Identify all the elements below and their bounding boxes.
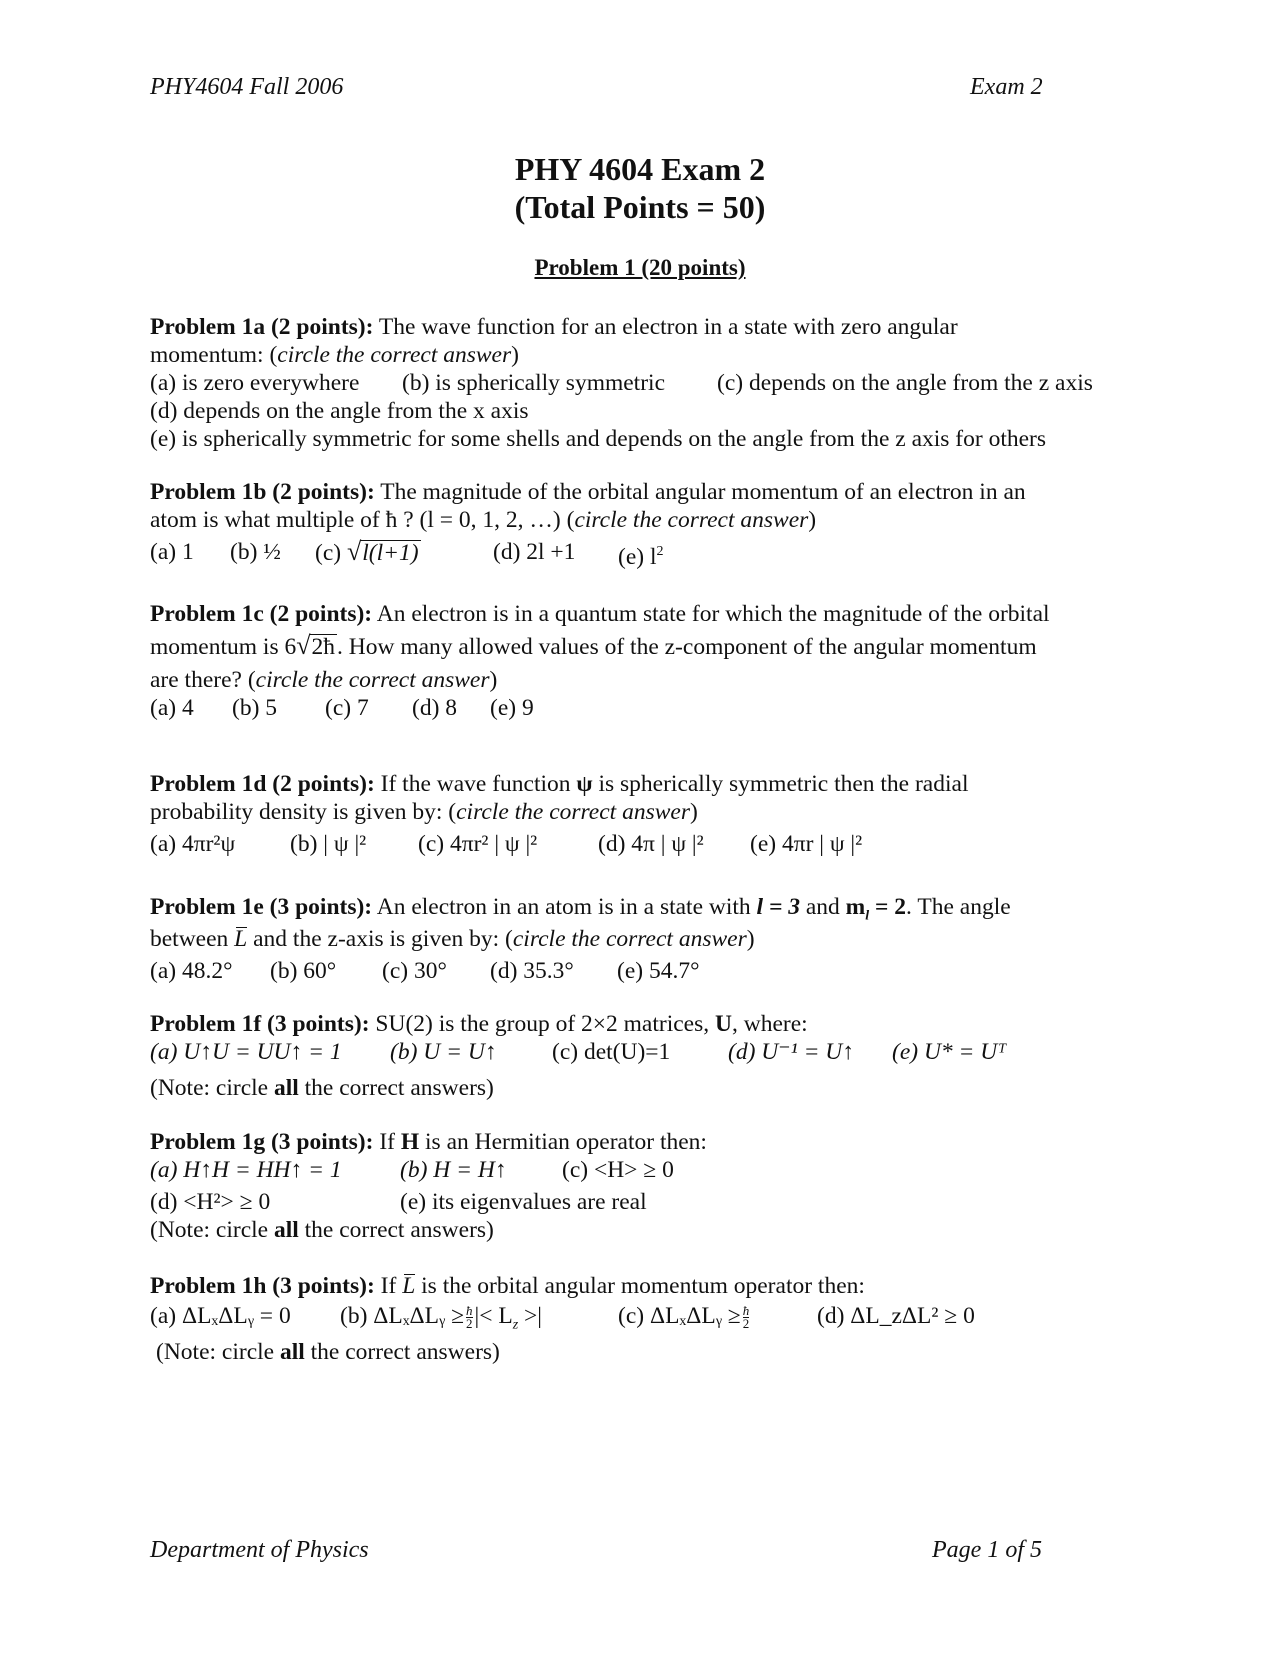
problem-text: SU(2) is the group of 2×2 matrices, (369, 1011, 716, 1037)
h-symbol: H (400, 1129, 420, 1155)
problem-label: Problem 1b (2 points): (150, 479, 375, 505)
option-d: (d) 8 (412, 695, 458, 721)
note-text: the correct answers) (298, 1217, 494, 1243)
frac-denominator: 2 (466, 1316, 473, 1332)
header-exam: Exam 2 (970, 74, 1043, 100)
option-b: (b) is spherically symmetric (402, 370, 665, 396)
problem-text: ) (489, 667, 498, 693)
problem-text: probability density is given by: ( (150, 799, 457, 825)
psi-symbol: ψ (576, 771, 593, 797)
l-value: l = 3 (756, 894, 800, 920)
u-symbol: U (715, 1011, 732, 1037)
problem-text: ) (808, 507, 817, 533)
option-a: (a) is zero everywhere (150, 370, 360, 396)
sqrt-expression: 2ħ (311, 634, 336, 660)
problem-1c (150, 600, 1140, 722)
option-e (618, 538, 664, 571)
option-a: (a) H↑H = HH↑ = 1 (150, 1157, 342, 1183)
option-e: (e) its eigenvalues are real (400, 1189, 647, 1215)
problem-text: . How many allowed values of the z-component of the angular momentum (337, 634, 1037, 660)
note-text: (Note: circle (150, 1217, 274, 1243)
problem-label: Problem 1g (3 points): (150, 1129, 374, 1155)
circle-instruction: circle the correct answer (456, 799, 690, 825)
problem-text: , where: (732, 1011, 808, 1037)
option-c: (c) 4πr² | ψ |² (418, 831, 538, 857)
problem-1e (150, 893, 1140, 985)
problem-label: Problem 1f (3 points): (150, 1011, 370, 1037)
m-value (845, 894, 907, 924)
option-c: (c) depends on the angle from the z axis (717, 370, 1093, 396)
option-c (315, 538, 421, 567)
option-b-expr: |< L (474, 1303, 513, 1329)
footer-page-number: Page 1 of 5 (932, 1537, 1042, 1563)
footer-department: Department of Physics (150, 1537, 369, 1563)
sqrt-expression: l(l+1) (362, 540, 419, 566)
note-emphasis: all (273, 1217, 299, 1243)
problem-text: atom is what multiple of ħ ? (l = 0, 1, 2, …) ( (150, 507, 575, 533)
circle-instruction: circle the correct answer (574, 507, 809, 533)
problem-label: Problem 1c (2 points): (150, 601, 373, 627)
problem-1a (150, 313, 1140, 453)
option-a: (a) 4πr²ψ (150, 831, 236, 857)
problem-text: ) (689, 799, 698, 825)
problem-text: If (373, 1129, 401, 1155)
problem-text: and (799, 894, 846, 920)
circle-instruction: circle the correct answer (512, 926, 747, 952)
option-b: (b) | ψ |² (290, 831, 367, 857)
option-c-label: (c) (315, 540, 342, 566)
option-d: (d) 4π | ψ |² (598, 831, 704, 857)
option-d: (d) 35.3° (490, 958, 574, 984)
subscript: z (512, 1317, 519, 1333)
option-a: (a) 1 (150, 539, 194, 565)
option-b: (b) 5 (232, 695, 278, 721)
option-e: (e) 9 (490, 695, 534, 721)
option-d: (d) U⁻¹ = U↑ (728, 1039, 855, 1065)
option-a: (a) U↑U = UU↑ = 1 (150, 1039, 342, 1065)
option-e-label: (e) l (618, 543, 657, 570)
problem-text: If (374, 1273, 403, 1299)
l-vector: L (234, 926, 248, 952)
problem-1h (150, 1272, 1140, 1366)
problem-label: Problem 1d (2 points): (150, 771, 375, 797)
sqrt-sign: √ (296, 631, 311, 660)
title-line-1: PHY 4604 Exam 2 (514, 151, 766, 187)
m-number: = 2 (869, 894, 907, 920)
note-text: (Note: circle (156, 1339, 280, 1365)
frac-numerator: ħ (742, 1303, 750, 1319)
problem-text: momentum: ( (150, 342, 278, 368)
problem-text: An electron is in a quantum state for which the magnitude of the orbital (372, 601, 1050, 627)
problem-1g (150, 1128, 1140, 1244)
problem-text: is an Hermitian operator then: (419, 1129, 707, 1155)
option-b: (b) H = H↑ (400, 1157, 507, 1183)
option-e: (e) is spherically symmetric for some shells and depends on the angle from the z axis for others (150, 426, 1047, 452)
circle-instruction: circle the correct answer (277, 342, 512, 368)
problem-label: Problem 1e (3 points): (150, 894, 373, 920)
frac-numerator: ħ (466, 1303, 473, 1319)
option-b-expr: >| (518, 1303, 543, 1329)
option-e: (e) U* = Uᵀ (892, 1039, 1007, 1065)
option-a: (a) 4 (150, 695, 194, 721)
title-line-2: (Total Points = 50) (514, 189, 766, 225)
note-text: the correct answers) (298, 1075, 494, 1101)
problem-text: ) (511, 342, 519, 368)
problem-1d (150, 770, 1140, 858)
section-heading: Problem 1 (20 points) (534, 255, 746, 280)
circle-instruction: circle the correct answer (255, 667, 490, 693)
problem-text: is the orbital angular momentum operator then: (415, 1273, 865, 1299)
problem-text: are there? ( (150, 667, 256, 693)
option-a: (a) ΔLₓΔLᵧ = 0 (150, 1303, 291, 1329)
exponent: 2 (656, 544, 664, 559)
sqrt-sign: √ (346, 537, 362, 566)
option-d: (d) ΔL_zΔL² ≥ 0 (817, 1303, 975, 1329)
problem-text: momentum is 6 (150, 634, 297, 660)
problem-text: ) (746, 926, 755, 952)
problem-text: If the wave function (374, 771, 577, 797)
page-title (0, 150, 1280, 226)
option-c: (c) <H> ≥ 0 (562, 1157, 674, 1183)
option-c: (c) 7 (325, 695, 369, 721)
m-symbol: m (845, 894, 866, 920)
problem-text: is spherically symmetric then the radial (592, 771, 969, 797)
option-b: (b) 60° (270, 958, 337, 984)
note-text: (Note: circle (150, 1075, 274, 1101)
option-c: (c) 30° (382, 958, 447, 984)
option-e: (e) 4πr | ψ |² (750, 831, 863, 857)
option-b (340, 1302, 542, 1340)
option-d: (d) <H²> ≥ 0 (150, 1189, 271, 1215)
problem-1f (150, 1010, 1140, 1102)
option-a: (a) 48.2° (150, 958, 233, 984)
option-c-expr: (c) ΔLₓΔLᵧ ≥ (618, 1303, 741, 1329)
option-b-expr: (b) ΔLₓΔLᵧ ≥ (340, 1303, 465, 1329)
frac-denominator: 2 (742, 1316, 750, 1332)
header-course: PHY4604 Fall 2006 (150, 74, 344, 100)
problem-text: between (150, 926, 235, 952)
option-b: (b) ½ (230, 539, 281, 565)
problem-1b (150, 478, 1140, 572)
option-e: (e) 54.7° (617, 958, 700, 984)
note-text: the correct answers) (304, 1339, 500, 1365)
problem-text: The magnitude of the orbital angular momentum of an electron in an (374, 479, 1026, 505)
option-b: (b) U = U↑ (390, 1039, 497, 1065)
option-d: (d) depends on the angle from the x axis (150, 398, 529, 424)
problem-text: An electron in an atom is in a state with (372, 894, 757, 920)
problem-text: The wave function for an electron in a state with zero angular (373, 314, 958, 340)
note-emphasis: all (273, 1075, 299, 1101)
problem-text: and the z-axis is given by: ( (247, 926, 513, 952)
problem-label: Problem 1a (2 points): (150, 314, 374, 340)
problem-text: . The angle (906, 894, 1011, 920)
problem-label: Problem 1h (3 points): (150, 1273, 375, 1299)
option-c (618, 1302, 751, 1330)
option-d: (d) 2l +1 (493, 539, 576, 565)
l-vector: L (402, 1273, 416, 1299)
option-c: (c) det(U)=1 (552, 1039, 671, 1065)
note-emphasis: all (279, 1339, 305, 1365)
m-subscript: l (865, 908, 870, 924)
